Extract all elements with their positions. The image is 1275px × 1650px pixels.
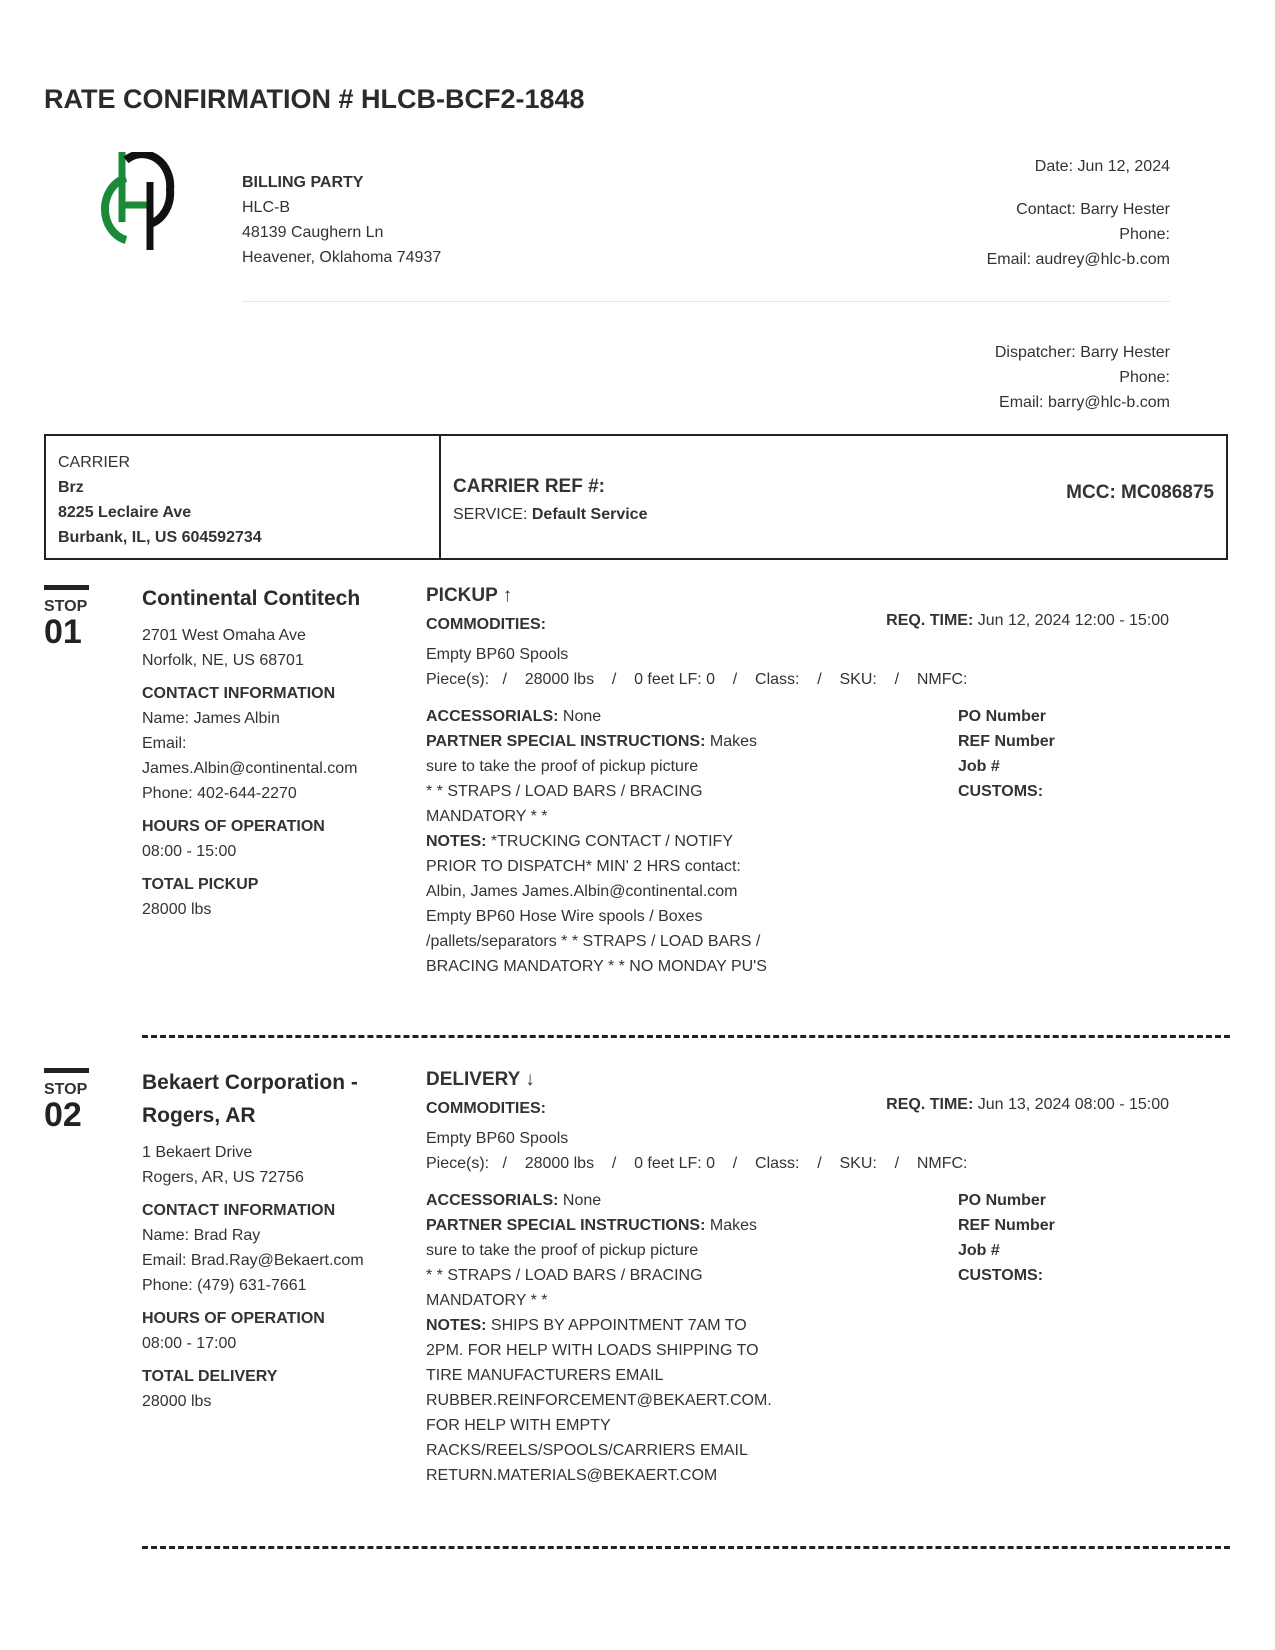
contact-name: Name: James Albin [142,710,280,727]
req-time [886,1096,1169,1114]
psi-line: sure to take the proof of pickup picture [426,758,699,775]
stop-address-line1: 2701 West Omaha Ave [142,627,306,644]
carrier-city: Burbank, IL, US 604592734 [58,529,262,546]
contact-phone: Phone: 402-644-2270 [142,785,297,802]
notes [426,1313,846,1338]
carrier-info [46,436,441,558]
contact-email: Email: Brad.Ray@Bekaert.com [142,1252,364,1269]
dispatcher-email: Email: barry@hlc-b.com [999,394,1170,411]
billing-party [242,170,441,270]
contact-phone: Phone: (479) 631-7661 [142,1277,307,1294]
company-logo [100,152,180,252]
req-time-value: Jun 13, 2024 08:00 - 15:00 [977,1096,1169,1113]
notes-line: SHIPS BY APPOINTMENT 7AM TO [490,1317,747,1334]
commodities-label: COMMODITIES: [426,616,546,633]
stop-type-label: DELIVERY [426,1069,520,1090]
po-number-label: PO Number [958,708,1047,725]
stop-bar [44,585,89,590]
contact-email: James.Albin@continental.com [142,760,358,777]
partner-instructions [426,1213,846,1238]
job-number-label: Job # [958,758,1000,775]
stop-02-instructions [426,1188,846,1488]
dispatcher-phone: Phone: [1119,369,1170,386]
notes-line: RACKS/REELS/SPOOLS/CARRIERS EMAIL [426,1442,748,1459]
contact-heading: CONTACT INFORMATION [142,685,336,702]
notes-line: PRIOR TO DISPATCH* MIN' 2 HRS contact: [426,858,741,875]
ref-number-label: REF Number [958,733,1055,750]
psi-line: Makes [709,1217,757,1234]
stop-01-instructions [426,704,826,979]
contact-name: Contact: Barry Hester [1016,201,1170,218]
carrier-ref-label: CARRIER REF #: [453,476,606,497]
service-value: Default Service [531,506,648,523]
billing-street: 48139 Caughern Ln [242,224,384,241]
date-contact-block [987,154,1170,272]
stop-number: 01 [44,613,82,651]
notes-line: BRACING MANDATORY * * NO MONDAY PU'S [426,958,767,975]
job-number-label: Job # [958,1242,1000,1259]
stop-02-location [142,1066,392,1414]
commodity-info [426,1126,968,1176]
notes-line: 2PM. FOR HELP WITH LOADS SHIPPING TO [426,1342,759,1359]
commodity-name: Empty BP60 Spools [426,1130,569,1147]
customs-label: CUSTOMS: [958,1267,1044,1284]
customs-label: CUSTOMS: [958,783,1044,800]
stop-label: STOP [44,1081,88,1098]
notes-line: Empty BP60 Hose Wire spools / Boxes [426,908,703,925]
notes [426,829,826,854]
page-title: RATE CONFIRMATION # HLCB-BCF2-1848 [44,84,585,114]
stop-type-label: PICKUP [426,585,498,606]
req-time [886,612,1169,630]
commodity-pieces: Piece(s): / 28000 lbs / 0 feet LF: 0 / Class: / SKU: / NMFC: [426,1155,968,1172]
accessorials-value: None [562,708,602,725]
commodity-info [426,642,968,692]
arrow-down-icon: ↓ [525,1069,535,1090]
contact-email: Email: audrey@hlc-b.com [986,251,1170,268]
req-time-label: REQ. TIME: [886,1096,974,1113]
contact-phone: Phone: [1119,226,1170,243]
accessorials [426,704,826,729]
stop-01-location [142,582,392,922]
psi-line: Makes [709,733,757,750]
carrier-name: Brz [58,479,84,496]
stop-marker-02 [44,1068,89,1134]
billing-city: Heavener, Oklahoma 74937 [242,249,442,266]
psi-line: MANDATORY * * [426,808,548,825]
stop-address-line1: 1 Bekaert Drive [142,1144,253,1161]
stop-type [426,1069,535,1091]
contact-email-label: Email: [142,735,187,752]
carrier-street: 8225 Leclaire Ave [58,504,192,521]
commodity-pieces: Piece(s): / 28000 lbs / 0 feet LF: 0 / Class: / SKU: / NMFC: [426,671,968,688]
mcc-number: MCC: MC086875 [1066,482,1214,503]
billing-name: HLC-B [242,199,291,216]
total-value: 28000 lbs [142,1393,212,1410]
notes-line: /pallets/separators * * STRAPS / LOAD BARS / [426,933,761,950]
notes-line: TIRE MANUFACTURERS EMAIL [426,1367,664,1384]
commodity-name: Empty BP60 Spools [426,646,569,663]
stop-bar [44,1068,89,1073]
notes-line: *TRUCKING CONTACT / NOTIFY [490,833,733,850]
dispatcher-block [995,340,1170,415]
total-heading: TOTAL DELIVERY [142,1368,278,1385]
psi-label: PARTNER SPECIAL INSTRUCTIONS: [426,733,706,750]
psi-line: MANDATORY * * [426,1292,548,1309]
stop-company-line2: Rogers, AR [142,1104,256,1127]
ref-number-label: REF Number [958,1217,1055,1234]
partner-instructions [426,729,826,754]
stop-address-line2: Rogers, AR, US 72756 [142,1169,304,1186]
notes-label: NOTES: [426,833,487,850]
hours-heading: HOURS OF OPERATION [142,1310,325,1327]
stop-company: Continental Contitech [142,587,361,610]
service-line [453,506,647,524]
contact-name: Name: Brad Ray [142,1227,261,1244]
contact-heading: CONTACT INFORMATION [142,1202,336,1219]
req-time-value: Jun 12, 2024 12:00 - 15:00 [977,612,1169,629]
accessorials-value: None [562,1192,602,1209]
stop-02-references [958,1188,1055,1288]
stop-01-references [958,704,1055,804]
carrier-box [44,434,1228,560]
accessorials-label: ACCESSORIALS: [426,1192,559,1209]
carrier-label: CARRIER [58,454,131,471]
notes-label: NOTES: [426,1317,487,1334]
stop-marker-01 [44,585,89,651]
psi-line: sure to take the proof of pickup picture [426,1242,699,1259]
service-label: SERVICE: [453,506,528,523]
divider [242,301,1170,302]
hours-value: 08:00 - 17:00 [142,1335,237,1352]
total-heading: TOTAL PICKUP [142,876,259,893]
notes-line: FOR HELP WITH EMPTY [426,1417,611,1434]
arrow-up-icon: ↑ [502,585,513,606]
psi-label: PARTNER SPECIAL INSTRUCTIONS: [426,1217,706,1234]
psi-line: * * STRAPS / LOAD BARS / BRACING [426,1267,703,1284]
document-date: Date: Jun 12, 2024 [1034,158,1170,175]
notes-line: Albin, James James.Albin@continental.com [426,883,738,900]
psi-line: * * STRAPS / LOAD BARS / BRACING [426,783,703,800]
accessorials [426,1188,846,1213]
total-value: 28000 lbs [142,901,212,918]
dispatcher-name: Dispatcher: Barry Hester [994,344,1170,361]
billing-heading: BILLING PARTY [242,174,364,191]
req-time-label: REQ. TIME: [886,612,974,629]
accessorials-label: ACCESSORIALS: [426,708,559,725]
notes-line: RETURN.MATERIALS@BEKAERT.COM [426,1467,718,1484]
stop-type [426,585,512,607]
po-number-label: PO Number [958,1192,1047,1209]
hours-heading: HOURS OF OPERATION [142,818,325,835]
commodities-label: COMMODITIES: [426,1100,546,1117]
stop-number: 02 [44,1096,82,1134]
stop-separator [142,1035,1230,1038]
stop-address-line2: Norfolk, NE, US 68701 [142,652,304,669]
stop-label: STOP [44,598,88,615]
hours-value: 08:00 - 15:00 [142,843,237,860]
stop-company: Bekaert Corporation - [142,1071,358,1094]
notes-line: RUBBER.REINFORCEMENT@BEKAERT.COM. [426,1392,772,1409]
stop-separator [142,1546,1230,1549]
